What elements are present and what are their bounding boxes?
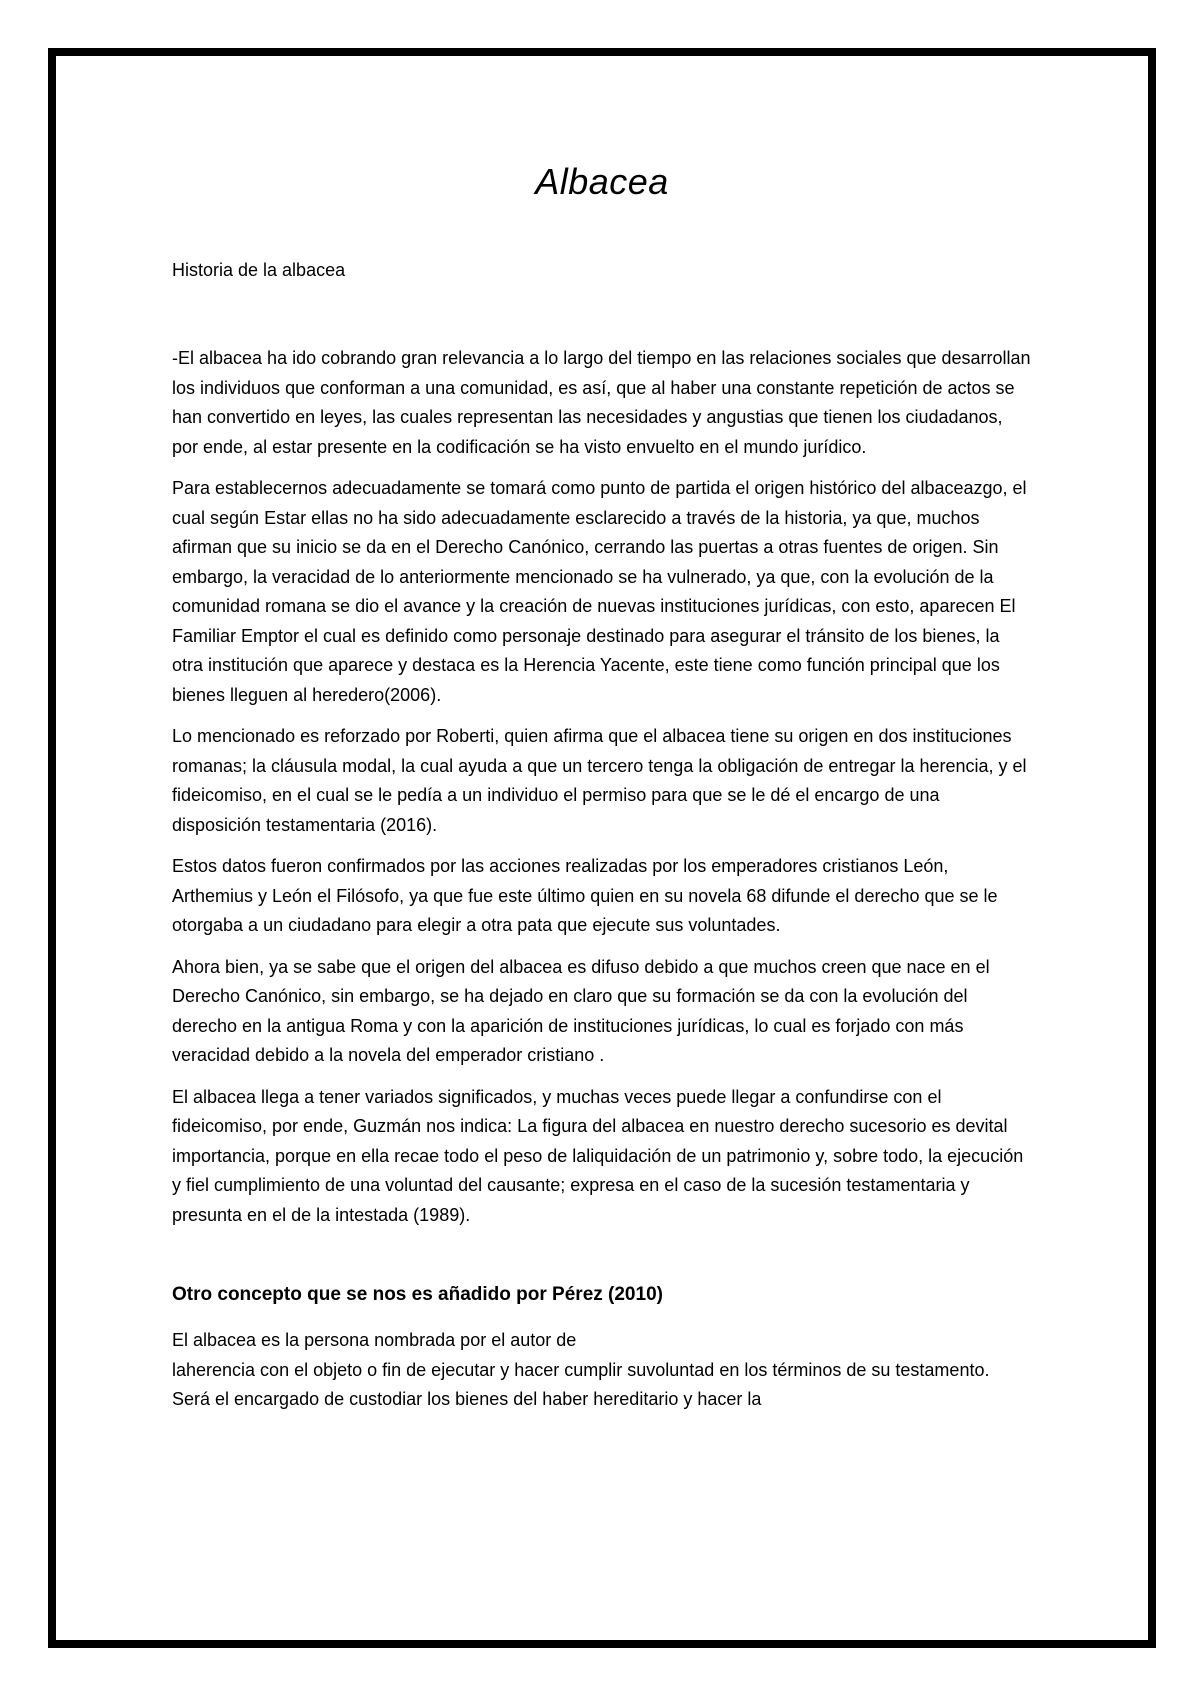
- document-title: Albacea: [535, 161, 669, 202]
- paragraph: Para establecernos adecuadamente se tomará como punto de partida el origen histórico del albaceazgo, el cual según Estar ellas no ha sido adecuadamente esclarecido a través de la historia, ya que, muchos afirman que su inicio se da en el Derecho Canónico, cerrando las puertas a otras fuentes de origen. Sin embargo, la veracidad de lo anteriormente mencionado se ha vulnerado, ya que, con la evolución de la comunidad romana se dio el avance y la creación de nuevas instituciones jurídicas, con esto, aparecen El Familiar Emptor el cual es definido como personaje destinado para asegurar el tránsito de los bienes, la otra institución que aparece y destaca es la Herencia Yacente, este tiene como función principal que los bienes lleguen al heredero(2006).: [172, 478, 1027, 705]
- closing-line: laherencia con el objeto o fin de ejecutar y hacer cumplir suvoluntad en los términos de su testamento. Será el encargado de custodiar los bienes del haber hereditario y hacer la: [172, 1359, 990, 1409]
- paragraph: Ahora bien, ya se sabe que el origen del albacea es difuso debido a que muchos creen que nace en el Derecho Canónico, sin embargo, se ha dejado en claro que su formación se da con la evolución del derecho en la antigua Roma y con la aparición de instituciones jurídicas, lo cual es forjado con más veracidad debido a la novela del emperador cristiano .: [172, 956, 990, 1065]
- paragraph-list: [172, 344, 1032, 1230]
- document-subtitle: Historia de la albacea: [172, 260, 346, 280]
- paragraph: -El albacea ha ido cobrando gran relevancia a lo largo del tiempo en las relaciones sociales que desarrollan los individuos que conforman a una comunidad, es así, que al haber una constante repetición de actos se han convertido en leyes, las cuales representan las necesidades y angustias que tienen los ciudadanos, por ende, al estar presente en la codificación se ha visto envuelto en el mundo jurídico.: [172, 348, 1031, 457]
- document-body: [172, 160, 1032, 1415]
- section-heading: Otro concepto que se nos es añadido por Pérez (2010): [172, 1284, 663, 1305]
- paragraph: El albacea llega a tener variados significados, y muchas veces puede llegar a confundirse con el fideicomiso, por ende, Guzmán nos indica: La figura del albacea en nuestro derecho sucesorio es devital importancia, porque en ella recae todo el peso de laliquidación de un patrimonio y, sobre todo, la ejecución y fiel cumplimiento de una voluntad del causante; expresa en el caso de la sucesión testamentaria y presunta en el de la intestada (1989).: [172, 1086, 1024, 1225]
- paragraph: Lo mencionado es reforzado por Roberti, quien afirma que el albacea tiene su origen en dos instituciones romanas; la cláusula modal, la cual ayuda a que un tercero tenga la obligación de entregar la herencia, y el fideicomiso, en el cual se le pedía a un individuo el permiso para que se le dé el encargo de una disposición testamentaria (2016).: [172, 726, 1027, 835]
- paragraph: Estos datos fueron confirmados por las acciones realizadas por los emperadores cristianos León, Arthemius y León el Filósofo, ya que fue este último quien en su novela 68 difunde el derecho que se le otorgaba a un ciudadano para elegir a otra pata que ejecute sus voluntades.: [172, 856, 998, 935]
- closing-line: El albacea es la persona nombrada por el autor de: [172, 1330, 577, 1350]
- closing-paragraph: [172, 1326, 1032, 1415]
